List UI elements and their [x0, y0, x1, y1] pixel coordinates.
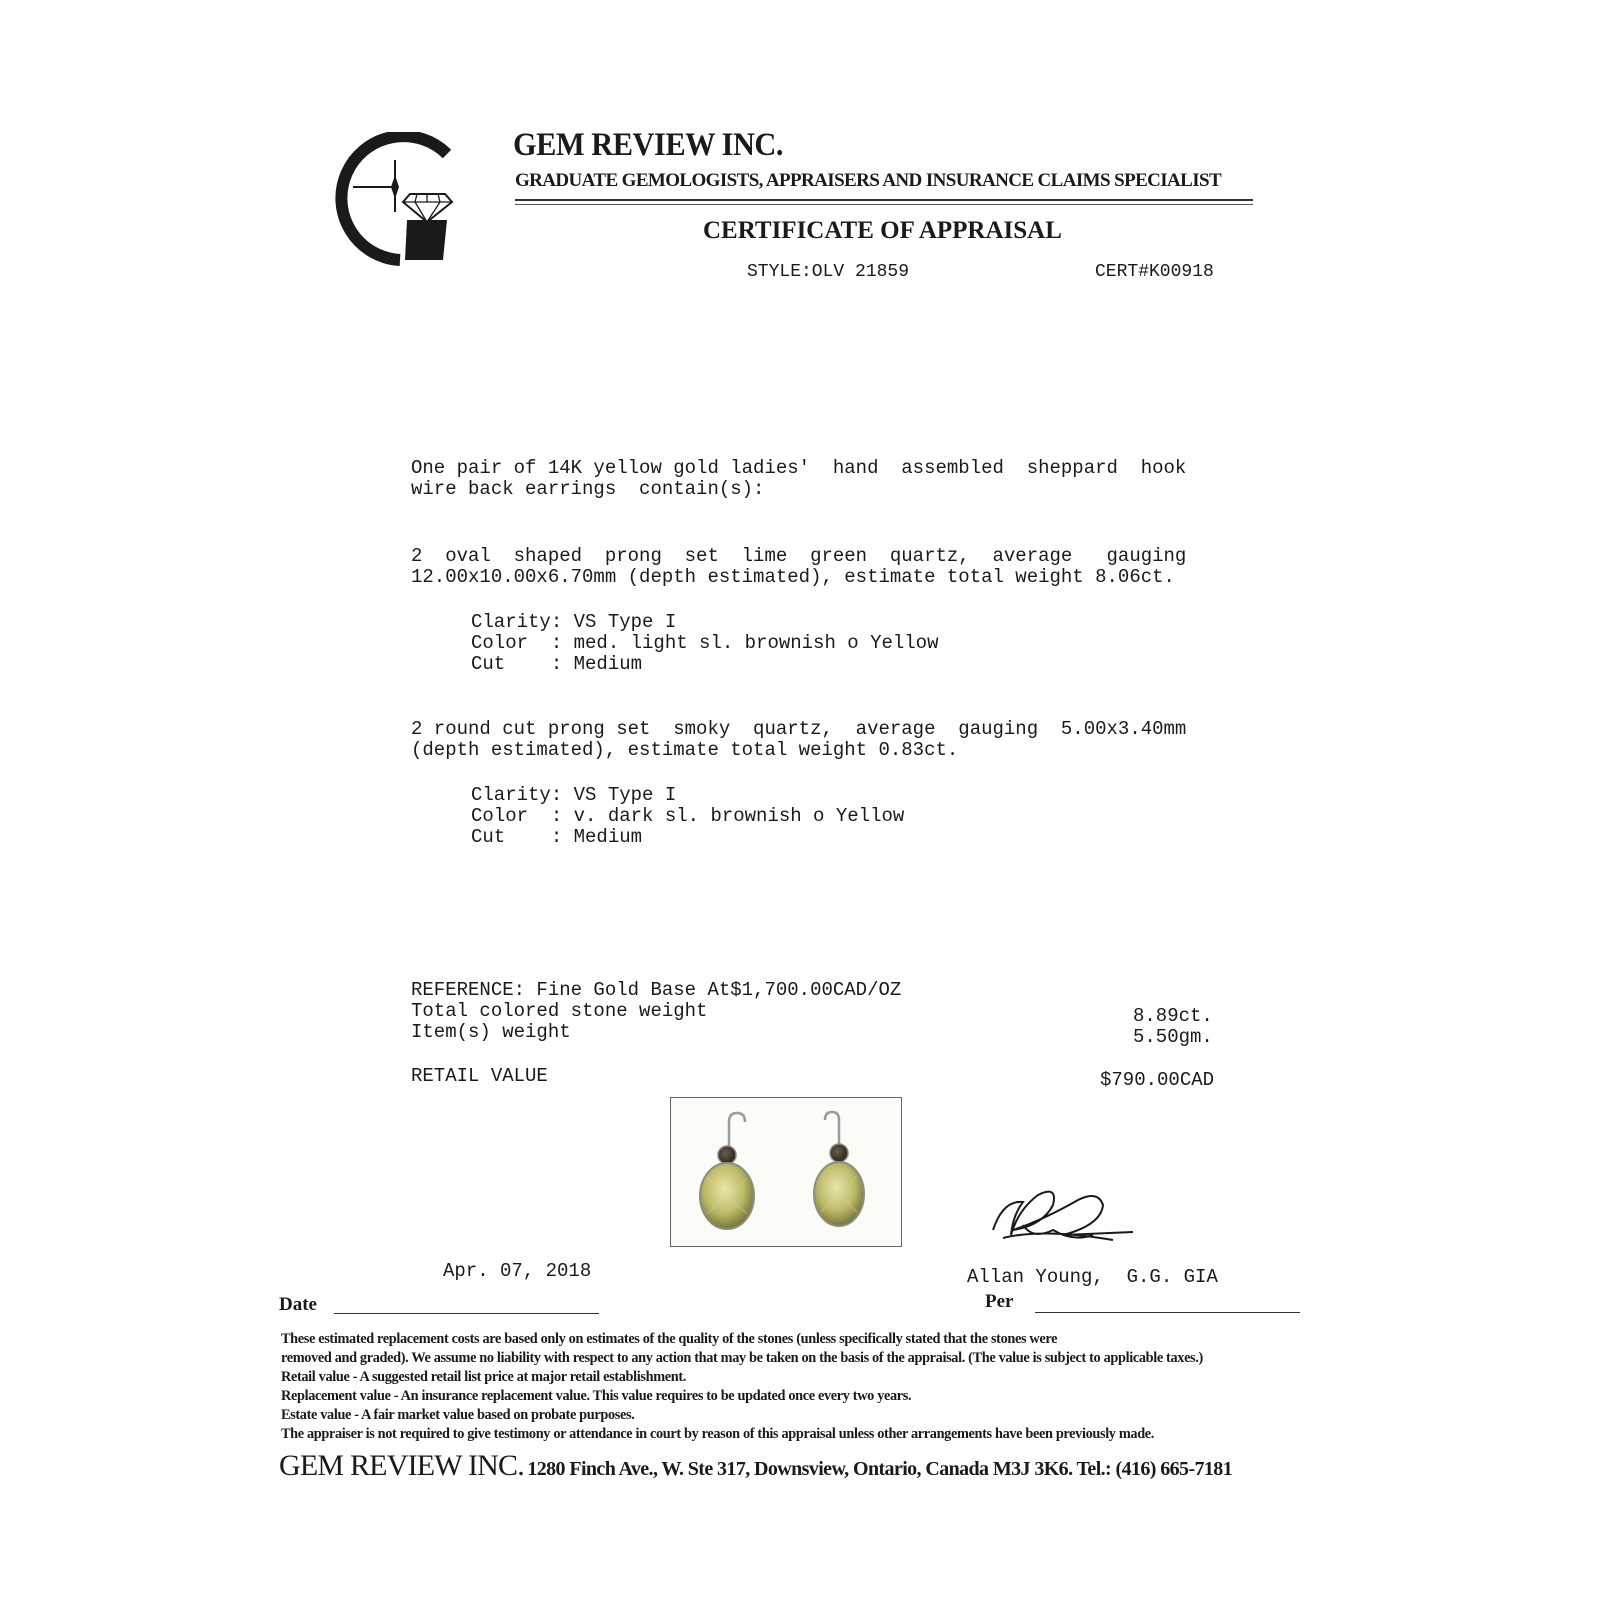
- stone-1-grades: Clarity: VS Type I Color : med. light sl. brownish o Yellow Cut : Medium: [471, 611, 939, 675]
- appraisal-date: Apr. 07, 2018: [443, 1260, 592, 1282]
- company-tagline: GRADUATE GEMOLOGISTS, APPRAISERS AND INSURANCE CLAIMS SPECIALIST: [515, 170, 1222, 191]
- stone-1-description: 2 oval shaped prong set lime green quartz, average gauging 12.00x10.00x6.70mm (depth estimated), estimate total weight 8.06ct.: [411, 545, 1187, 588]
- disclaimer-line: Replacement value - An insurance replacement value. This value requires to be updated once every two years.: [281, 1388, 912, 1404]
- stone-2-grades: Clarity: VS Type I Color : v. dark sl. brownish o Yellow Cut : Medium: [471, 784, 905, 848]
- footer: [279, 1449, 1232, 1483]
- header-rule: [515, 199, 1253, 201]
- disclaimer-line: Retail value - A suggested retail list price at major retail establishment.: [281, 1369, 686, 1385]
- weight-labels: Total colored stone weight Item(s) weight: [411, 1000, 708, 1043]
- per-label: Per: [985, 1291, 1014, 1312]
- earrings-photo: [670, 1097, 902, 1247]
- item-description: One pair of 14K yellow gold ladies' hand assembled sheppard hook wire back earrings contain(s):: [411, 457, 1187, 500]
- footer-address: 1280 Finch Ave., W. Ste 317, Downsview, Ontario, Canada M3J 3K6. Tel.: (416) 665-7181: [527, 1458, 1233, 1480]
- retail-value: $790.00CAD: [1100, 1069, 1215, 1091]
- date-label: Date: [279, 1294, 317, 1315]
- date-line: [334, 1313, 599, 1314]
- weight-values: 8.89ct. 5.50gm.: [1133, 1005, 1213, 1048]
- stone-2-description: 2 round cut prong set smoky quartz, average gauging 5.00x3.40mm (depth estimated), estimate total weight 0.83ct.: [411, 718, 1187, 761]
- earrings-photo-icon: [671, 1098, 901, 1246]
- disclaimer: [281, 1330, 1203, 1444]
- company-name: GEM REVIEW INC.: [513, 127, 784, 163]
- disclaimer-line: The appraiser is not required to give testimony or attendance in court by reason of this appraisal unless other arrangements have been previously made.: [281, 1426, 1155, 1442]
- header-rule-thin: [515, 204, 1253, 205]
- disclaimer-line: removed and graded). We assume no liability with respect to any action that may be taken on the basis of the appraisal. (The value is subject to applicable taxes.): [281, 1350, 1203, 1366]
- style-number: STYLE:OLV 21859: [747, 262, 910, 282]
- certificate-title: CERTIFICATE OF APPRAISAL: [703, 217, 1062, 244]
- footer-company-name: GEM REVIEW INC.: [279, 1449, 524, 1482]
- disclaimer-line: Estate value - A fair market value based on probate purposes.: [281, 1407, 635, 1423]
- disclaimer-line: These estimated replacement costs are based only on estimates of the quality of the stones (unless specifically stated that the stones were: [281, 1331, 1058, 1347]
- retail-value-label: RETAIL VALUE: [411, 1065, 548, 1087]
- gold-reference: REFERENCE: Fine Gold Base At$1,700.00CAD/OZ: [411, 979, 902, 1001]
- cert-number: CERT#K00918: [1095, 262, 1214, 282]
- gem-logo-icon: [335, 132, 465, 267]
- per-line: [1035, 1312, 1300, 1313]
- handwritten-signature-icon: [983, 1180, 1153, 1270]
- appraiser-name: Allan Young, G.G. GIA: [967, 1266, 1218, 1288]
